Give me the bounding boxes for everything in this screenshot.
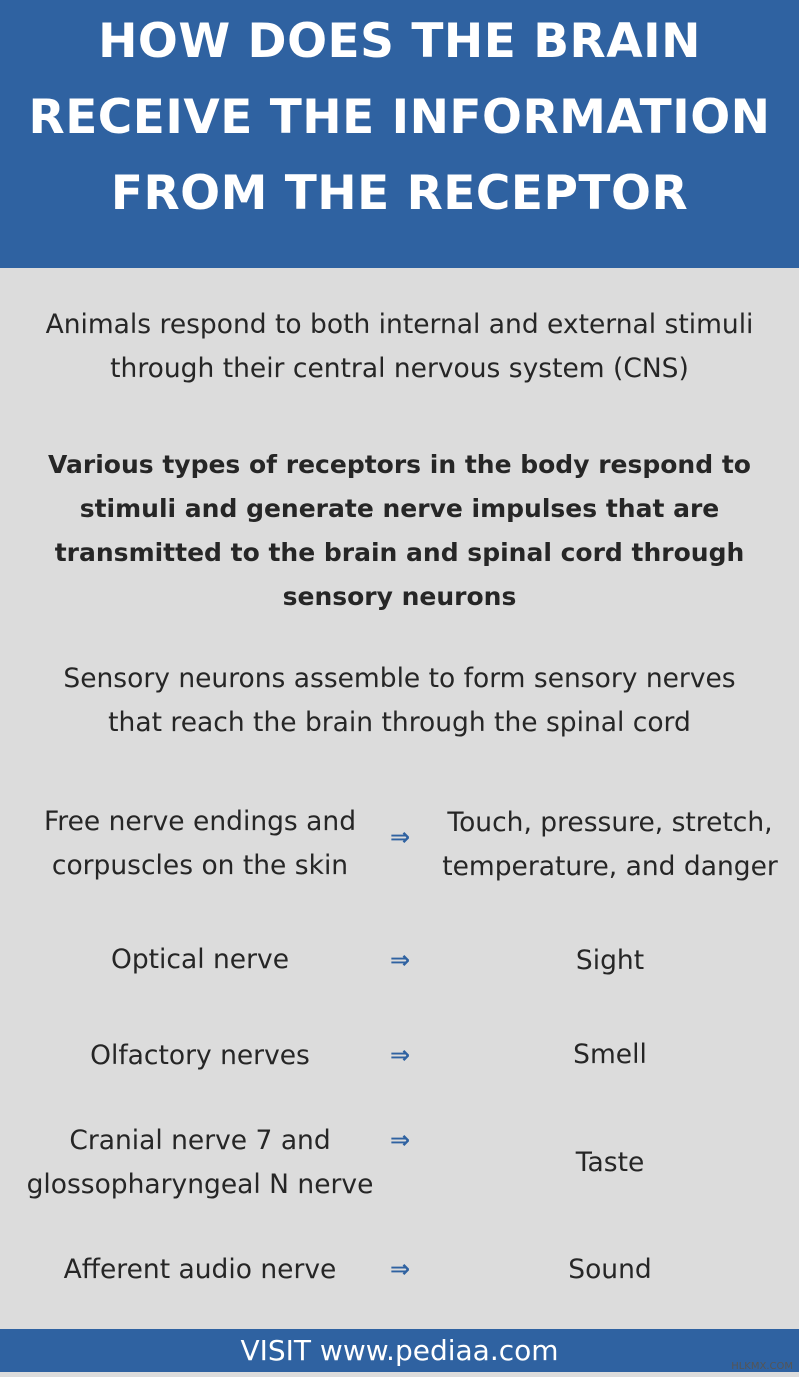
watermark: HLKMX.COM — [731, 1361, 793, 1372]
paragraph-sensory-line-2: that reach the brain through the spinal cord — [108, 707, 691, 738]
arrow-right-icon: ⇒ — [389, 1041, 411, 1069]
footer-banner — [0, 1329, 799, 1372]
paragraph-cns-line-1: Animals respond to both internal and external stimuli — [45, 309, 754, 340]
receptor-skin-line-1: Free nerve endings and — [43, 806, 357, 837]
sense-taste: Taste — [575, 1147, 645, 1178]
receptor-audio: Afferent audio nerve — [63, 1254, 337, 1285]
arrow-right-icon: ⇒ — [389, 946, 411, 974]
footer-visit-link[interactable]: VISIT www.pediaa.com — [240, 1334, 559, 1367]
receptor-cranial-line-2: glossopharyngeal N nerve — [26, 1169, 374, 1200]
receptor-olfactory: Olfactory nerves — [90, 1040, 310, 1071]
header-banner — [0, 0, 799, 268]
arrow-right-icon: ⇒ — [389, 823, 411, 851]
sense-smell: Smell — [573, 1039, 647, 1070]
title-line-2: RECEIVE THE INFORMATION — [28, 90, 771, 145]
sense-touch-line-1: Touch, pressure, stretch, — [447, 807, 773, 838]
arrow-right-icon: ⇒ — [389, 1126, 411, 1154]
paragraph-receptors-line-4: sensory neurons — [282, 582, 517, 611]
paragraph-cns-line-2: through their central nervous system (CNS) — [110, 353, 689, 384]
paragraph-sensory-line-1: Sensory neurons assemble to form sensory nerves — [63, 663, 736, 694]
sense-touch-line-2: temperature, and danger — [442, 851, 778, 882]
sense-sound: Sound — [568, 1254, 652, 1285]
title-line-3: FROM THE RECEPTOR — [110, 166, 689, 221]
receptor-optical: Optical nerve — [110, 944, 289, 975]
receptor-cranial-line-1: Cranial nerve 7 and — [69, 1125, 331, 1156]
arrow-right-icon: ⇒ — [389, 1255, 411, 1283]
paragraph-receptors-line-2: stimuli and generate nerve impulses that are — [79, 494, 720, 523]
paragraph-receptors-line-3: transmitted to the brain and spinal cord through — [54, 538, 745, 567]
title-line-1: HOW DOES THE BRAIN — [98, 14, 701, 69]
receptor-skin-line-2: corpuscles on the skin — [51, 850, 349, 881]
paragraph-receptors-line-1: Various types of receptors in the body respond to — [48, 450, 751, 479]
sense-sight: Sight — [575, 945, 645, 976]
